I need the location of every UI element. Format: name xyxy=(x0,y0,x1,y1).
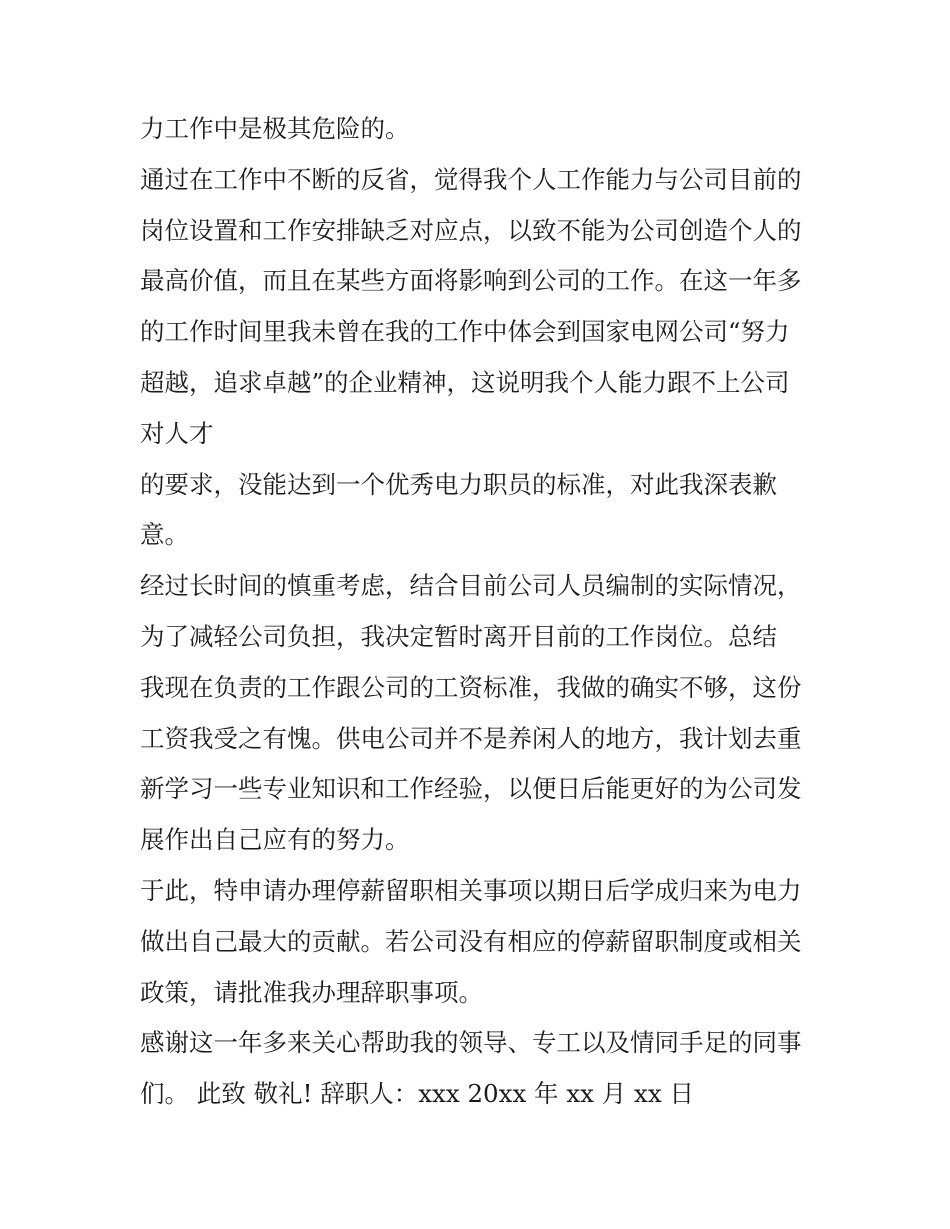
text-line: 超越，追求卓越”的企业精神，这说明我个人能力跟不上公司 xyxy=(140,367,790,397)
document-body xyxy=(140,104,820,1120)
text-line: 展作出自己应有的努力。 xyxy=(140,825,410,855)
text-line: 的要求，没能达到一个优秀电力职员的标准，对此我深表歉 xyxy=(140,469,777,499)
text-line: 感谢这一年多来关心帮助我的领导、专工以及情同手足的同事 xyxy=(140,1028,802,1058)
text-line: 们。 此致 敬礼! 辞职人：xxx 20xx 年 xx 月 xx 日 xyxy=(140,1079,694,1109)
text-line: 对人才 xyxy=(140,418,214,448)
text-line: 新学习一些专业知识和工作经验，以便日后能更好的为公司发 xyxy=(140,774,802,804)
text-line: 为了减轻公司负担，我决定暂时离开目前的工作岗位。总结 xyxy=(140,621,777,651)
text-line: 政策，请批准我办理辞职事项。 xyxy=(140,977,483,1007)
text-line: 意。 xyxy=(140,520,189,550)
text-line: 最高价值，而且在某些方面将影响到公司的工作。在这一年多 xyxy=(140,266,802,296)
text-line: 于此，特申请办理停薪留职相关事项以期日后学成归来为电力 xyxy=(140,875,802,905)
text-line: 工资我受之有愧。供电公司并不是养闲人的地方，我计划去重 xyxy=(140,723,802,753)
text-line: 力工作中是极其危险的。 xyxy=(140,114,410,143)
text-line: 岗位设置和工作安排缺乏对应点，以致不能为公司创造个人的 xyxy=(140,215,802,245)
text-line: 的工作时间里我未曾在我的工作中体会到国家电网公司“努力 xyxy=(140,317,790,347)
text-line: 经过长时间的慎重考虑，结合目前公司人员编制的实际情况， xyxy=(140,571,802,601)
text-line: 做出自己最大的贡献。若公司没有相应的停薪留职制度或相关 xyxy=(140,926,802,956)
text-line: 通过在工作中不断的反省，觉得我个人工作能力与公司目前的 xyxy=(140,164,802,194)
text-line: 我现在负责的工作跟公司的工资标准，我做的确实不够，这份 xyxy=(140,672,802,702)
